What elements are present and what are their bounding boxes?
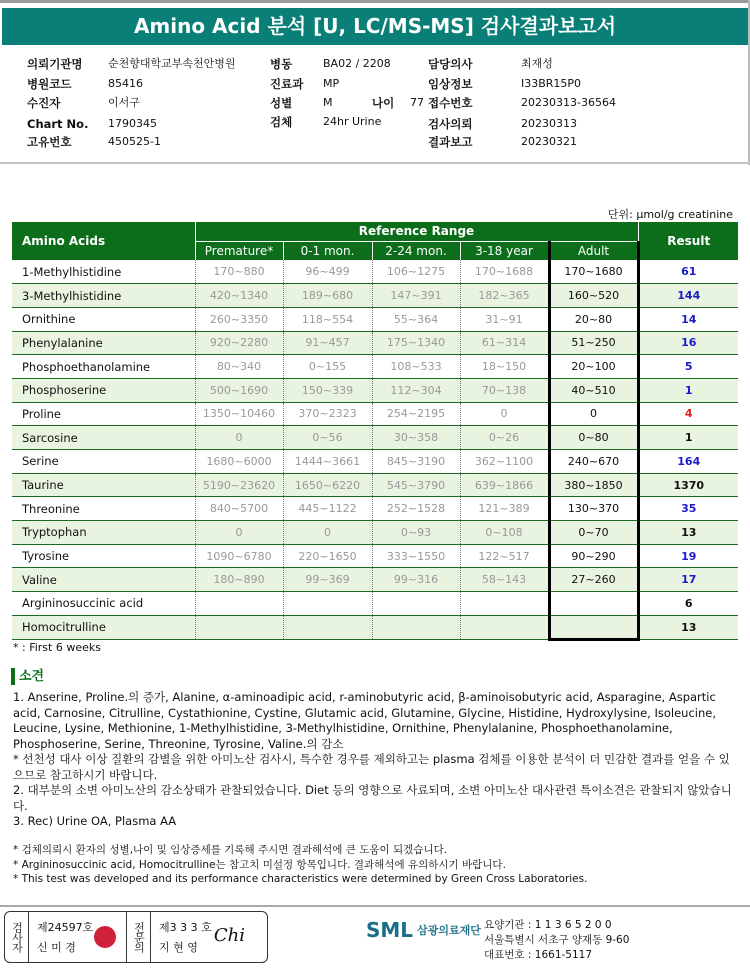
age: 77 bbox=[410, 96, 424, 109]
amino-acid-name: 1-Methylhistidine bbox=[12, 260, 195, 284]
window-border bbox=[0, 0, 750, 3]
header-3-18-year: 3-18 year bbox=[460, 241, 549, 260]
table-row bbox=[12, 568, 738, 592]
reference-range-cell: 20~100 bbox=[549, 355, 638, 379]
result-value: 17 bbox=[638, 568, 738, 592]
result-value: 14 bbox=[638, 307, 738, 331]
tester-no: 제24597호 bbox=[37, 921, 94, 934]
reference-range-cell bbox=[283, 615, 372, 639]
amino-acid-name: Tyrosine bbox=[12, 544, 195, 568]
reference-range-cell: 175~1340 bbox=[372, 331, 460, 355]
table-row bbox=[12, 615, 738, 639]
reference-range-cell: 639~1866 bbox=[460, 473, 549, 497]
reference-range-cell: 70~138 bbox=[460, 378, 549, 402]
seal-stamp-icon bbox=[94, 926, 116, 948]
header-result: Result bbox=[638, 222, 738, 260]
reference-range-cell: 0~56 bbox=[283, 426, 372, 450]
department: MP bbox=[323, 77, 340, 90]
reference-range-cell: 130~370 bbox=[549, 497, 638, 521]
table-row bbox=[12, 402, 738, 426]
results-table bbox=[12, 222, 738, 641]
reference-range-cell: 370~2323 bbox=[283, 402, 372, 426]
reference-range-cell: 18~150 bbox=[460, 355, 549, 379]
reference-range-cell: 920~2280 bbox=[195, 331, 283, 355]
table-row bbox=[12, 307, 738, 331]
header-premature: Premature* bbox=[195, 241, 283, 260]
reference-range-cell: 0~80 bbox=[549, 426, 638, 450]
reference-range-cell: 252~1528 bbox=[372, 497, 460, 521]
reference-range-cell: 0~155 bbox=[283, 355, 372, 379]
org-info bbox=[484, 918, 629, 963]
reference-range-cell: 80~340 bbox=[195, 355, 283, 379]
label: Chart No. bbox=[27, 117, 89, 131]
reference-range-cell: 189~680 bbox=[283, 284, 372, 308]
org-code: 요양기관 : 1 1 3 6 5 2 0 0 bbox=[484, 919, 612, 931]
reference-range-cell: 170~1680 bbox=[549, 260, 638, 284]
reference-range-cell: 420~1340 bbox=[195, 284, 283, 308]
amino-acid-name: Phosphoserine bbox=[12, 378, 195, 402]
reference-range-cell: 380~1850 bbox=[549, 473, 638, 497]
table-row bbox=[12, 473, 738, 497]
reference-range-cell: 1444~3661 bbox=[283, 450, 372, 474]
result-value: 13 bbox=[638, 521, 738, 545]
report-date: 20230321 bbox=[521, 135, 577, 148]
table-row bbox=[12, 378, 738, 402]
tester-name: 신 미 경 bbox=[37, 941, 76, 954]
reference-range-cell: 27~260 bbox=[549, 568, 638, 592]
reference-range-cell: 61~314 bbox=[460, 331, 549, 355]
amino-acid-name: Homocitrulline bbox=[12, 615, 195, 639]
reference-range-cell: 1650~6220 bbox=[283, 473, 372, 497]
label: 병원코드 bbox=[27, 77, 72, 91]
label: 진료과 bbox=[270, 77, 304, 91]
amino-acid-name: Threonine bbox=[12, 497, 195, 521]
reference-range-cell bbox=[283, 592, 372, 616]
doctor-cell bbox=[151, 912, 249, 962]
doctor: 최재성 bbox=[521, 57, 553, 70]
table-row bbox=[12, 260, 738, 284]
reference-range-cell: 500~1690 bbox=[195, 378, 283, 402]
result-value: 19 bbox=[638, 544, 738, 568]
result-value: 1 bbox=[638, 426, 738, 450]
logo-text: SML bbox=[366, 918, 414, 942]
label: 고유번호 bbox=[27, 135, 72, 149]
hospital-code: 85416 bbox=[108, 77, 143, 90]
reference-range-cell: 90~290 bbox=[549, 544, 638, 568]
reference-range-cell: 0 bbox=[195, 521, 283, 545]
reference-range-cell: 445~1122 bbox=[283, 497, 372, 521]
sex: M bbox=[323, 96, 333, 109]
amino-acid-name: Valine bbox=[12, 568, 195, 592]
result-value: 1 bbox=[638, 378, 738, 402]
reference-range-cell: 840~5700 bbox=[195, 497, 283, 521]
table-row bbox=[12, 450, 738, 474]
header-adult: Adult bbox=[549, 241, 638, 260]
table-row bbox=[12, 284, 738, 308]
doctor-label: 전문의 bbox=[127, 912, 151, 962]
reference-range-cell: 0 bbox=[195, 426, 283, 450]
chart-no: 1790345 bbox=[108, 117, 157, 130]
label: 검체 bbox=[270, 115, 293, 129]
table-row bbox=[12, 426, 738, 450]
result-value: 6 bbox=[638, 592, 738, 616]
reference-range-cell: 845~3190 bbox=[372, 450, 460, 474]
request-date: 20230313 bbox=[521, 117, 577, 130]
divider bbox=[0, 905, 750, 907]
amino-acid-name: Argininosuccinic acid bbox=[12, 592, 195, 616]
remark: 3. Rec) Urine OA, Plasma AA bbox=[13, 814, 177, 828]
label: 검사의뢰 bbox=[428, 117, 473, 131]
table-row bbox=[12, 331, 738, 355]
label: 결과보고 bbox=[428, 135, 473, 149]
label: 담당의사 bbox=[428, 57, 473, 71]
reference-range-cell: 51~250 bbox=[549, 331, 638, 355]
signature-box bbox=[4, 911, 268, 963]
result-value: 5 bbox=[638, 355, 738, 379]
report-title: Amino Acid 분석 [U, LC/MS-MS] 검사결과보고서 bbox=[2, 8, 748, 45]
reference-range-cell: 1350~10460 bbox=[195, 402, 283, 426]
result-value: 61 bbox=[638, 260, 738, 284]
reference-range-cell: 99~369 bbox=[283, 568, 372, 592]
amino-acid-name: Sarcosine bbox=[12, 426, 195, 450]
ward: BA02 / 2208 bbox=[323, 57, 391, 70]
reference-range-cell bbox=[549, 615, 638, 639]
institution: 순천향대학교부속천안병원 bbox=[108, 57, 236, 70]
reference-range-cell bbox=[195, 615, 283, 639]
label: 나이 bbox=[372, 96, 395, 110]
doctor-name: 지 현 영 bbox=[159, 941, 198, 954]
label: 수진자 bbox=[27, 96, 61, 110]
reference-range-cell: 31~91 bbox=[460, 307, 549, 331]
amino-acid-name: Phosphoethanolamine bbox=[12, 355, 195, 379]
clinical-info: I33BR15P0 bbox=[521, 77, 582, 90]
header-2-24-mon: 2-24 mon. bbox=[372, 241, 460, 260]
unique-no: 450525-1 bbox=[108, 135, 161, 148]
remark: 2. 대부분의 소변 아미노산의 감소상태가 관찰되었습니다. Diet 등의 영향으로 사료되며, 소변 아미노산 대사관련 특이소견은 관찰되지 않았습니다. bbox=[13, 783, 732, 813]
note: * This test was developed and its performance characteristics were determined by Green Cross Laboratories. bbox=[13, 873, 588, 885]
specimen: 24hr Urine bbox=[323, 115, 382, 128]
remark: 1. Anserine, Proline.의 증가, Alanine, α-aminoadipic acid, r-aminobutyric acid, β-aminoisobutyric acid, Asparagine, Aspartic acid, Carnosine, Citrulline, Cystathionine, Cystine, Glutamic acid, Glutamine, Glycine, Histidine, Hydroxylysine, Isoleucine, Leucine, Lysine, Methionine, 1-Methylhistidine, 3-Methylhistidine, Ornithine, Phenylalanine, Phosphoethanolamine, Phosphoserine, Serine, Threonine, Tyrosine, Valine.의 감소 bbox=[13, 690, 716, 751]
amino-acid-name: Ornithine bbox=[12, 307, 195, 331]
label: 병동 bbox=[270, 57, 293, 71]
reference-range-cell: 260~3350 bbox=[195, 307, 283, 331]
header-0-1-mon: 0-1 mon. bbox=[283, 241, 372, 260]
result-value: 144 bbox=[638, 284, 738, 308]
reference-range-cell: 91~457 bbox=[283, 331, 372, 355]
amino-acid-name: Serine bbox=[12, 450, 195, 474]
remarks bbox=[13, 690, 733, 830]
reference-range-cell: 160~520 bbox=[549, 284, 638, 308]
doctor-no: 제3 3 3 호 bbox=[159, 921, 212, 934]
label: 성별 bbox=[270, 96, 293, 110]
reference-range-cell: 362~1100 bbox=[460, 450, 549, 474]
reference-range-cell: 112~304 bbox=[372, 378, 460, 402]
receipt-no: 20230313-36564 bbox=[521, 96, 616, 109]
reference-range-cell: 150~339 bbox=[283, 378, 372, 402]
reference-range-cell: 40~510 bbox=[549, 378, 638, 402]
table-row bbox=[12, 544, 738, 568]
reference-range-cell bbox=[460, 615, 549, 639]
tester-label: 검사자 bbox=[5, 912, 29, 962]
amino-acid-name: Proline bbox=[12, 402, 195, 426]
header-reference-range: Reference Range bbox=[195, 222, 638, 241]
label: 의뢰기관명 bbox=[27, 57, 83, 71]
divider bbox=[0, 162, 750, 164]
reference-range-cell: 0 bbox=[549, 402, 638, 426]
table-row bbox=[12, 521, 738, 545]
label: 임상정보 bbox=[428, 77, 473, 91]
amino-acid-name: Phenylalanine bbox=[12, 331, 195, 355]
reference-range-cell: 106~1275 bbox=[372, 260, 460, 284]
notes bbox=[13, 843, 587, 887]
reference-range-cell: 170~880 bbox=[195, 260, 283, 284]
note: * 검체의뢰시 환자의 성별,나이 및 임상증세를 기록해 주시면 결과해석에 큰 도움이 되겠습니다. bbox=[13, 844, 448, 856]
reference-range-cell: 220~1650 bbox=[283, 544, 372, 568]
reference-range-cell bbox=[195, 592, 283, 616]
reference-range-cell: 0~108 bbox=[460, 521, 549, 545]
result-value: 1370 bbox=[638, 473, 738, 497]
reference-range-cell: 170~1688 bbox=[460, 260, 549, 284]
reference-range-cell: 180~890 bbox=[195, 568, 283, 592]
table-row bbox=[12, 592, 738, 616]
tester-cell bbox=[29, 912, 127, 962]
footnote: * : First 6 weeks bbox=[13, 641, 101, 654]
reference-range-cell: 0~93 bbox=[372, 521, 460, 545]
org-address: 서울특별시 서초구 양재동 9-60 bbox=[484, 934, 630, 946]
unit-label: 단위: μmol/g creatinine bbox=[607, 208, 733, 221]
table-row bbox=[12, 497, 738, 521]
result-value: 13 bbox=[638, 615, 738, 639]
org-name: 삼광의료재단 bbox=[417, 924, 481, 937]
reference-range-cell: 0 bbox=[460, 402, 549, 426]
result-value: 16 bbox=[638, 331, 738, 355]
reference-range-cell: 55~364 bbox=[372, 307, 460, 331]
result-value: 4 bbox=[638, 402, 738, 426]
label: 접수번호 bbox=[428, 96, 473, 110]
result-value: 35 bbox=[638, 497, 738, 521]
reference-range-cell: 96~499 bbox=[283, 260, 372, 284]
reference-range-cell: 122~517 bbox=[460, 544, 549, 568]
reference-range-cell: 147~391 bbox=[372, 284, 460, 308]
reference-range-cell bbox=[372, 592, 460, 616]
org-phone: 대표번호 : 1661-5117 bbox=[484, 949, 593, 961]
reference-range-cell: 30~358 bbox=[372, 426, 460, 450]
reference-range-cell bbox=[549, 592, 638, 616]
reference-range-cell: 182~365 bbox=[460, 284, 549, 308]
reference-range-cell: 545~3790 bbox=[372, 473, 460, 497]
reference-range-cell: 333~1550 bbox=[372, 544, 460, 568]
reference-range-cell: 0~26 bbox=[460, 426, 549, 450]
patient-name: 이서구 bbox=[108, 96, 140, 109]
reference-range-cell: 0~70 bbox=[549, 521, 638, 545]
reference-range-cell: 240~670 bbox=[549, 450, 638, 474]
amino-acid-name: Taurine bbox=[12, 473, 195, 497]
header-amino-acids: Amino Acids bbox=[12, 222, 195, 260]
amino-acid-name: Tryptophan bbox=[12, 521, 195, 545]
remarks-heading: 소견 bbox=[11, 668, 44, 685]
result-value: 164 bbox=[638, 450, 738, 474]
reference-range-cell: 20~80 bbox=[549, 307, 638, 331]
reference-range-cell: 121~389 bbox=[460, 497, 549, 521]
doctor-signature: Chi bbox=[213, 925, 245, 946]
reference-range-cell bbox=[372, 615, 460, 639]
reference-range-cell: 108~533 bbox=[372, 355, 460, 379]
reference-range-cell: 99~316 bbox=[372, 568, 460, 592]
note: * Argininosuccinic acid, Homocitrulline는 참고치 미설정 항목입니다. 결과해석에 유의하시기 바랍니다. bbox=[13, 858, 506, 871]
table-row bbox=[12, 355, 738, 379]
reference-range-cell: 5190~23620 bbox=[195, 473, 283, 497]
reference-range-cell: 58~143 bbox=[460, 568, 549, 592]
reference-range-cell: 254~2195 bbox=[372, 402, 460, 426]
sml-logo bbox=[366, 918, 481, 942]
amino-acid-name: 3-Methylhistidine bbox=[12, 284, 195, 308]
reference-range-cell: 118~554 bbox=[283, 307, 372, 331]
reference-range-cell bbox=[460, 592, 549, 616]
reference-range-cell: 1090~6780 bbox=[195, 544, 283, 568]
reference-range-cell: 1680~6000 bbox=[195, 450, 283, 474]
reference-range-cell: 0 bbox=[283, 521, 372, 545]
remark: * 선천성 대사 이상 질환의 감별을 위한 아미노산 검사시, 특수한 경우를 제외하고는 plasma 검체를 이용한 분석이 더 민감한 결과를 얻을 수 있으므로 참고하시기 바랍니다. bbox=[13, 752, 730, 782]
